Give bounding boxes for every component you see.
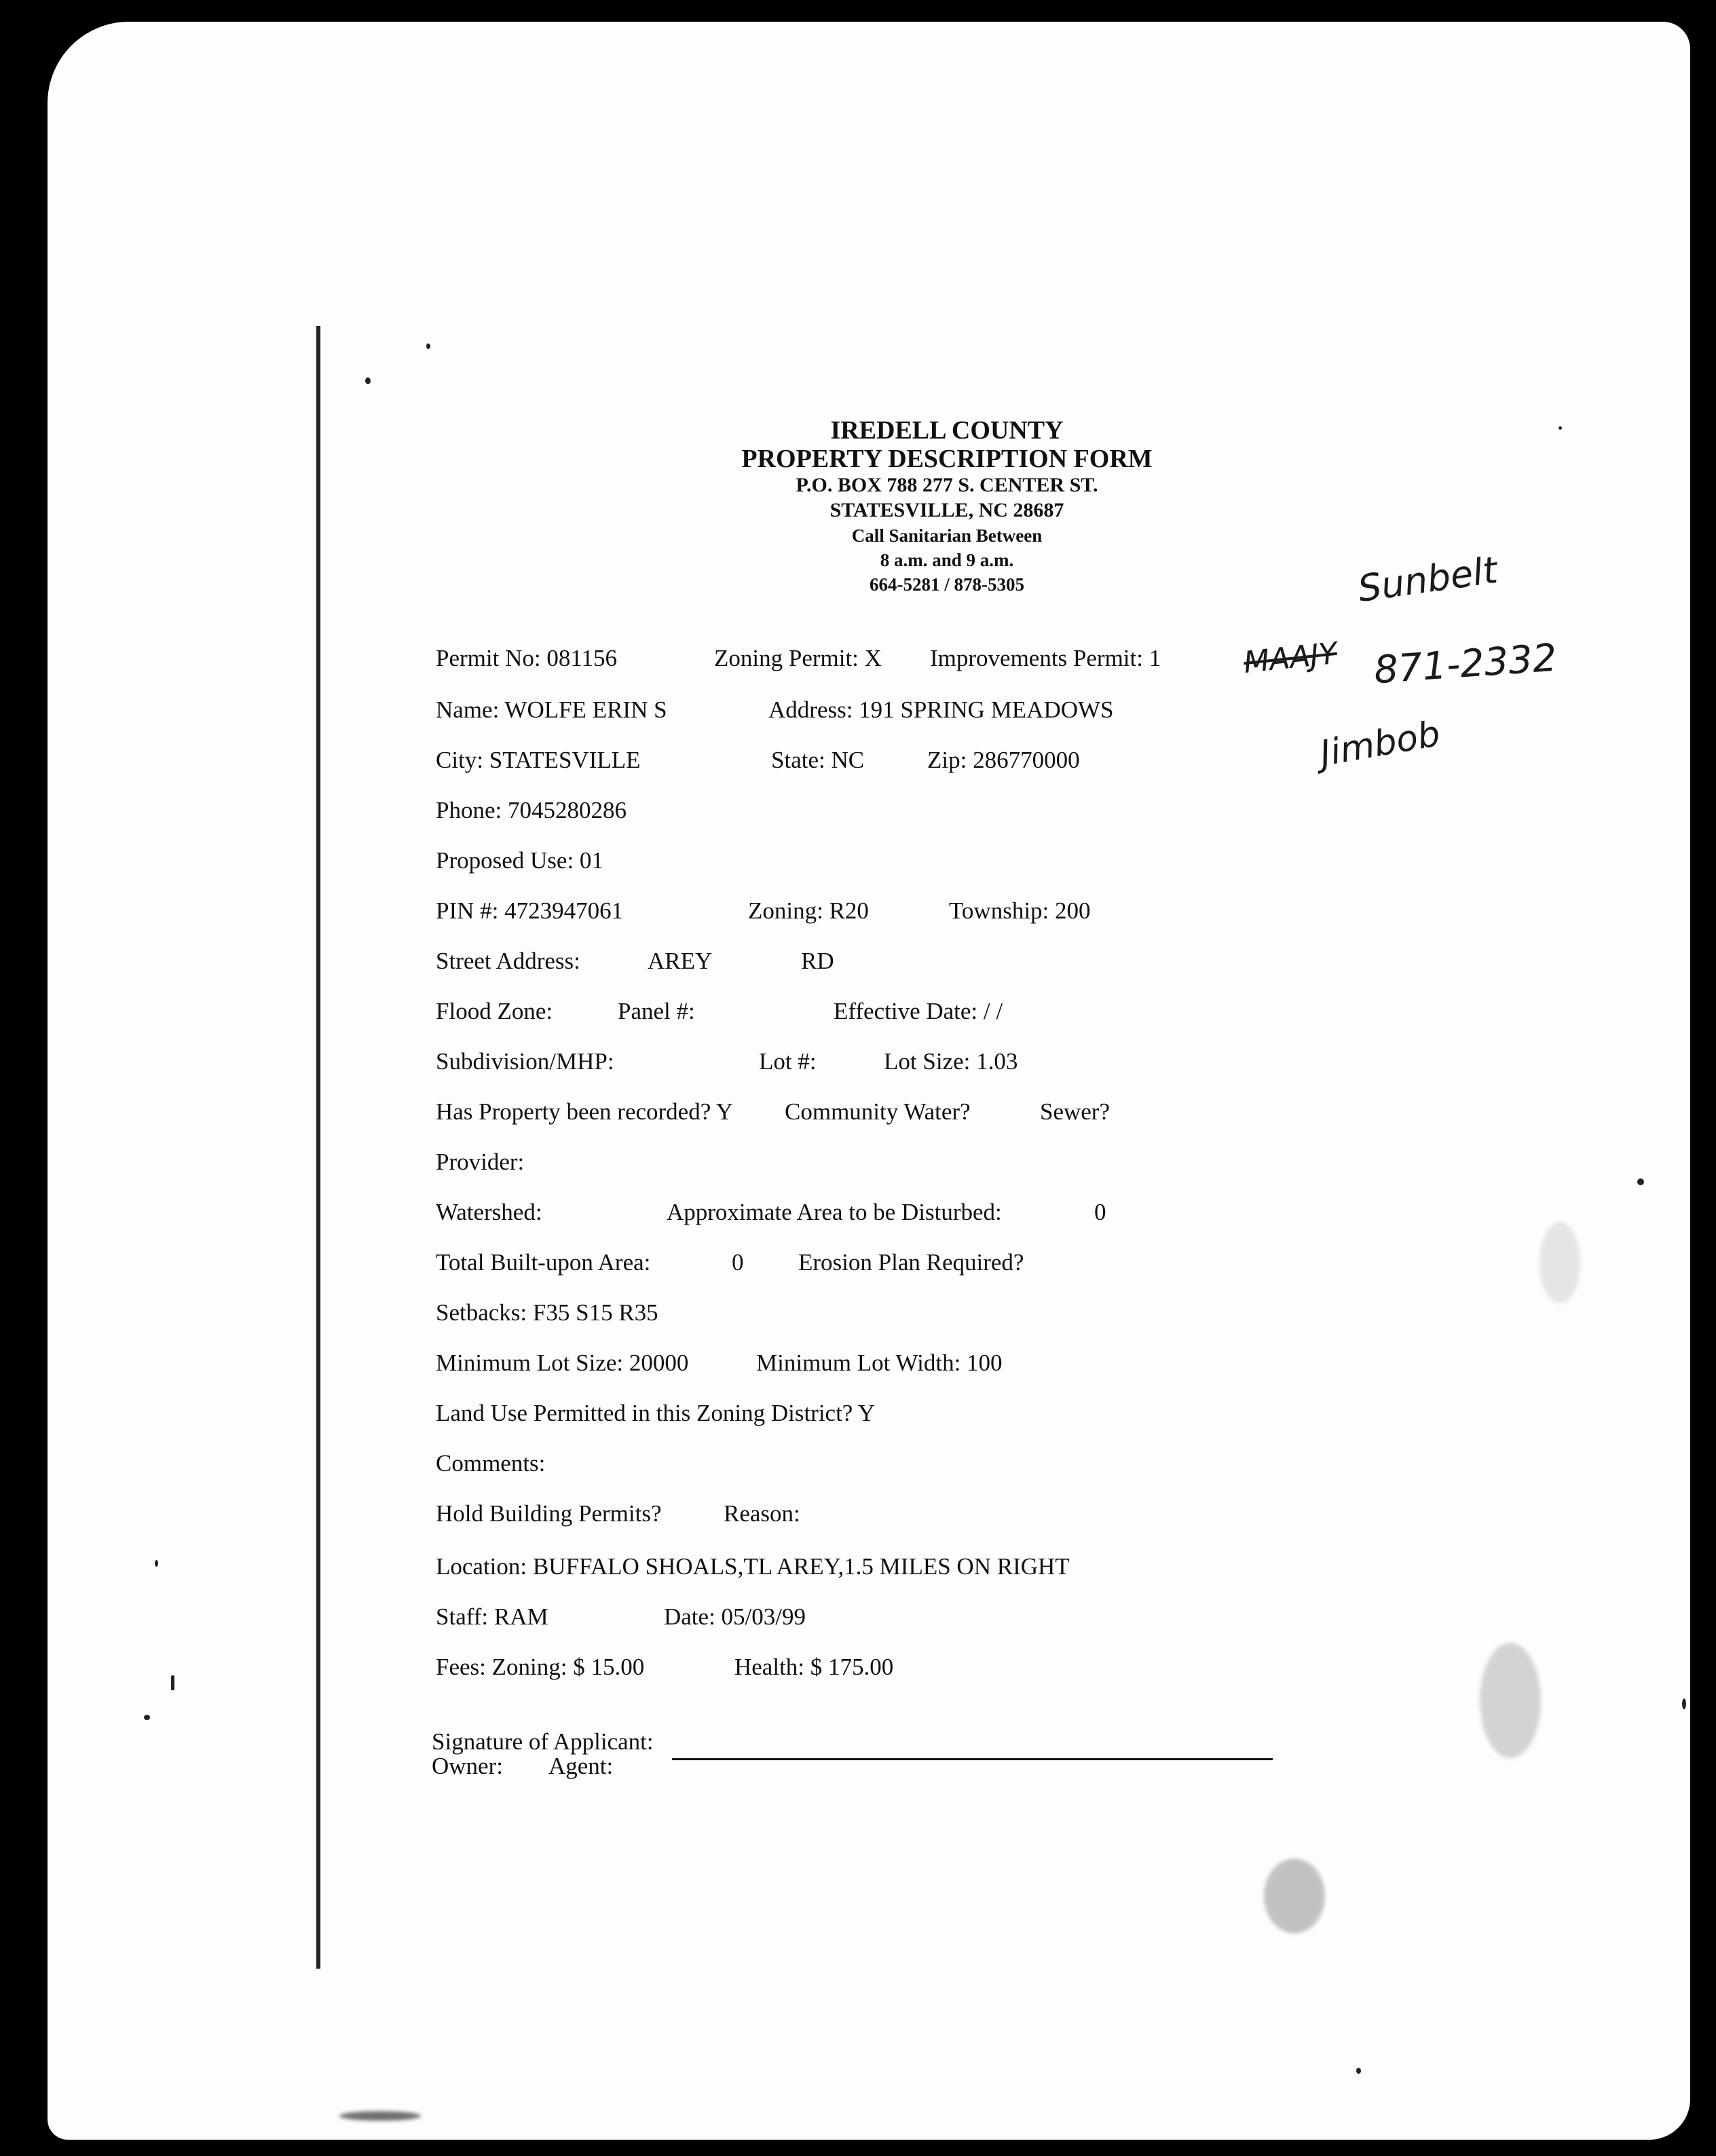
hold-reason: Reason: [724,1500,800,1527]
handwritten-sunbelt: Sunbelt [1355,548,1500,611]
street-address-label: Street Address: [436,948,580,974]
scan-speck [155,1560,158,1567]
scan-speck [171,1675,174,1690]
zip-code: Zip: 286770000 [927,747,1080,773]
applicant-name: Name: WOLFE ERIN S [436,696,667,723]
scan-speck [1356,2068,1361,2074]
land-use-permitted: Land Use Permitted in this Zoning District? Y [436,1400,876,1426]
improvements-permit: Improvements Permit: 1 [930,645,1161,671]
street-name: AREY [648,948,713,974]
flood-zone: Flood Zone: [436,998,553,1024]
built-upon-value: 0 [732,1249,744,1276]
handwritten-phone: 871-2332 [1373,635,1559,693]
phone-numbers: 664-5281 / 878-5305 [870,574,1024,595]
erosion-plan: Erosion Plan Required? [798,1249,1024,1276]
agent-label: Agent: [548,1753,614,1779]
proposed-use: Proposed Use: 01 [436,847,603,874]
handwritten-struck-word: MAAJY [1242,635,1339,681]
area-disturbed-value: 0 [1094,1199,1106,1225]
staff: Staff: RAM [436,1603,548,1630]
city-state-zip: STATESVILLE, NC 28687 [829,499,1064,521]
city: City: STATESVILLE [436,747,641,773]
setbacks: Setbacks: F35 S15 R35 [436,1299,658,1326]
call-sanitarian-note: Call Sanitarian Between [851,525,1043,546]
township: Township: 200 [949,897,1091,924]
scan-smudge [1480,1643,1541,1758]
comments: Comments: [436,1450,546,1476]
effective-date: Effective Date: / / [834,998,1003,1024]
scan-speck [426,343,430,349]
owner-label: Owner: [432,1753,503,1779]
signature-line [672,1758,1273,1760]
sewer: Sewer? [1040,1098,1111,1125]
state: State: NC [771,747,865,773]
fees-health: Health: $ 175.00 [734,1654,894,1680]
scan-smudge [339,2111,421,2121]
scan-speck [1682,1698,1686,1709]
street-type: RD [801,948,834,974]
handwritten-jimbob: Jimbob [1317,713,1444,775]
provider: Provider: [436,1149,525,1175]
location: Location: BUFFALO SHOALS,TL AREY,1.5 MILES ON RIGHT [436,1553,1070,1580]
minimum-lot-size: Minimum Lot Size: 20000 [436,1350,689,1376]
county-title: IREDELL COUNTY [830,416,1064,445]
signature-label: Signature of Applicant: [432,1728,654,1755]
built-upon-label: Total Built-upon Area: [436,1249,651,1276]
scan-margin-line [316,326,320,1969]
community-water: Community Water? [785,1098,971,1125]
scan-speck [365,377,371,384]
date: Date: 05/03/99 [664,1603,806,1630]
phone: Phone: 7045280286 [436,797,627,823]
pin-number: PIN #: 4723947061 [436,897,624,924]
area-disturbed-label: Approximate Area to be Disturbed: [667,1199,1002,1225]
scan-speck [144,1715,150,1720]
applicant-address: Address: 191 SPRING MEADOWS [768,696,1114,723]
watershed: Watershed: [436,1199,542,1225]
property-recorded: Has Property been recorded? Y [436,1098,733,1125]
form-title: PROPERTY DESCRIPTION FORM [741,445,1153,473]
lot-number: Lot #: [759,1048,817,1075]
fees-zoning: Fees: Zoning: $ 15.00 [436,1654,645,1680]
mailing-address: P.O. BOX 788 277 S. CENTER ST. [796,474,1098,496]
permit-number: Permit No: 081156 [436,645,618,671]
scan-smudge [1264,1859,1325,1933]
subdivision: Subdivision/MHP: [436,1048,614,1075]
scan-speck [1559,426,1562,430]
hold-building-permits: Hold Building Permits? [436,1500,662,1527]
lot-size: Lot Size: 1.03 [884,1048,1018,1075]
zoning-code: Zoning: R20 [748,897,869,924]
minimum-lot-width: Minimum Lot Width: 100 [756,1350,1003,1376]
scan-speck [1637,1178,1644,1185]
call-hours: 8 a.m. and 9 a.m. [880,550,1014,570]
paper-sheet [48,22,1690,2140]
zoning-permit: Zoning Permit: X [714,645,882,671]
scan-smudge [1540,1222,1580,1303]
panel-number: Panel #: [618,998,695,1024]
